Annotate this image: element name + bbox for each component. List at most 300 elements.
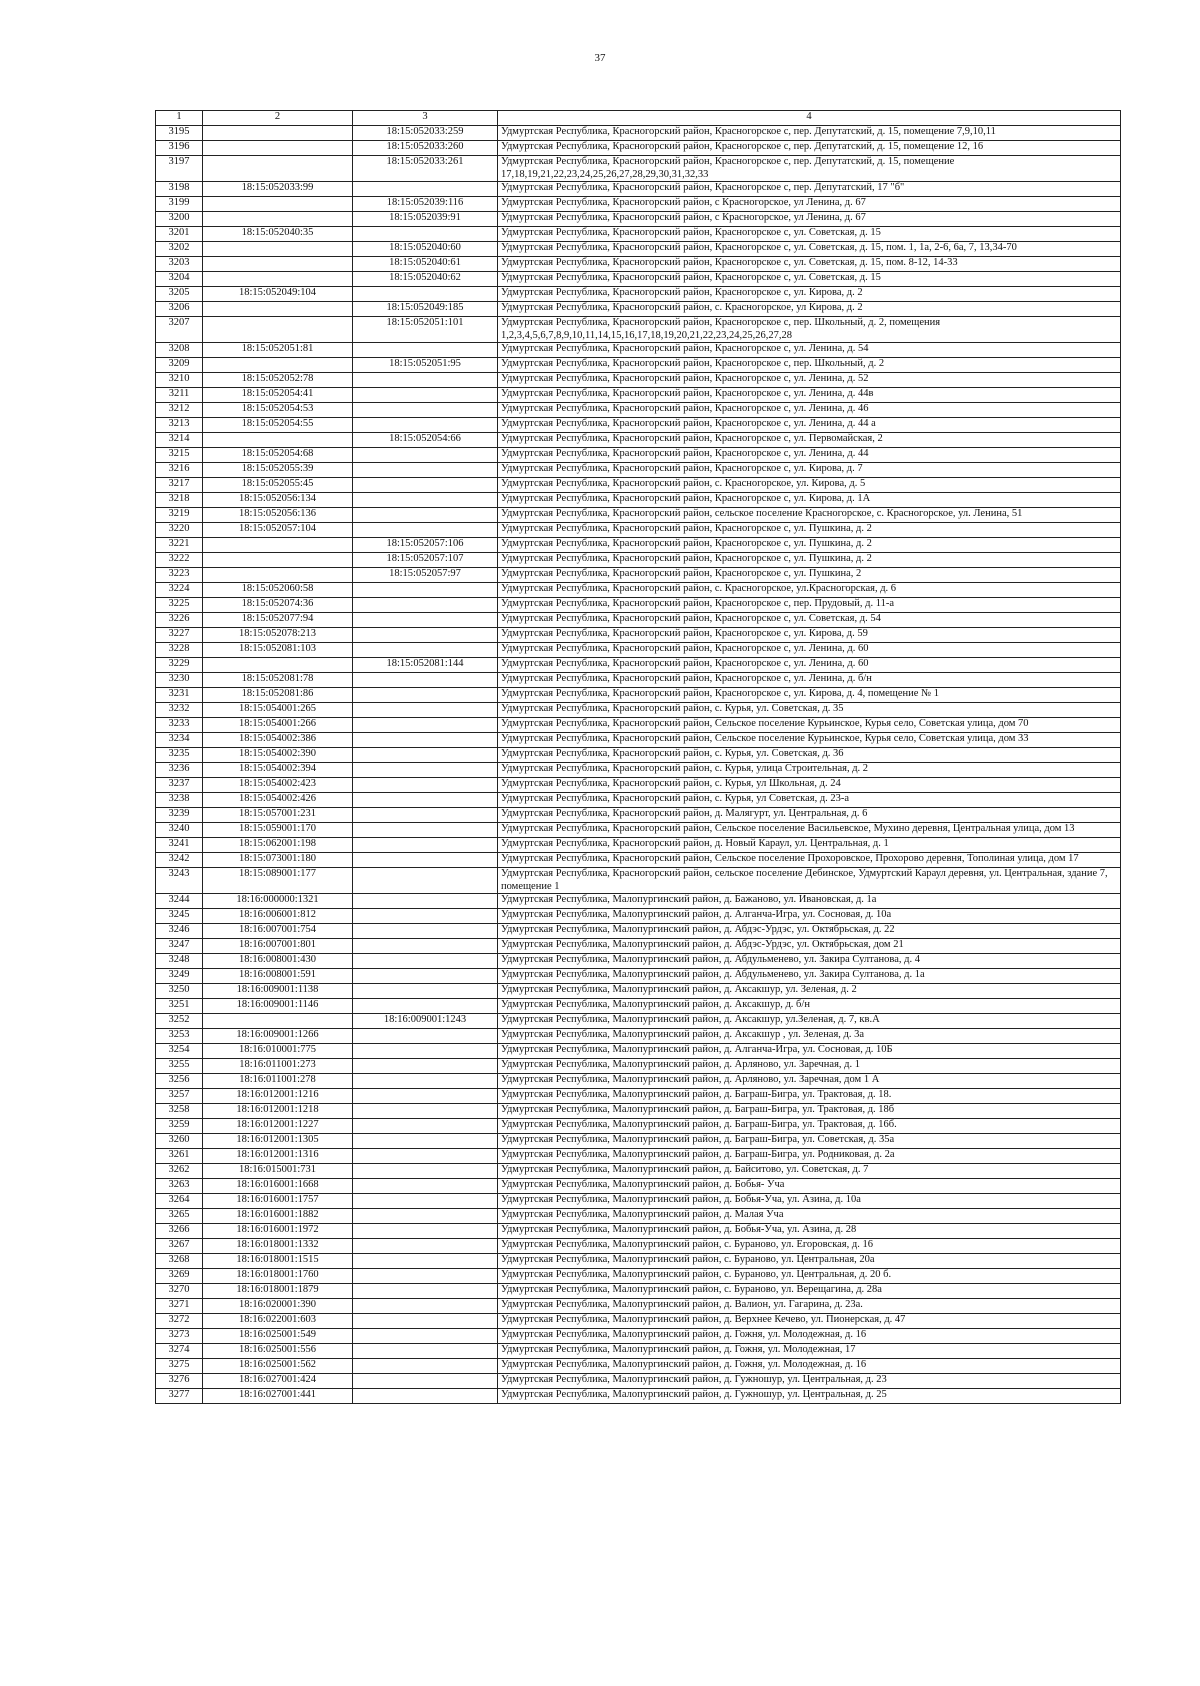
row-number-cell: 3258	[156, 1104, 203, 1119]
row-number-cell: 3210	[156, 373, 203, 388]
address-cell: Удмуртская Республика, Красногорский район, Красногорское с, ул. Советская, д. 15, пом. 8-12, 14-33	[498, 257, 1121, 272]
table-row	[156, 1254, 1121, 1269]
table-row	[156, 1119, 1121, 1134]
row-number-cell: 3230	[156, 673, 203, 688]
row-number-cell: 3237	[156, 778, 203, 793]
cadastral-number-cell-alt	[353, 793, 498, 808]
column-header: 3	[353, 111, 498, 126]
cadastral-number-cell-alt	[353, 718, 498, 733]
address-cell: Удмуртская Республика, Красногорский район, Красногорское с, ул. Ленина, д. 44в	[498, 388, 1121, 403]
cadastral-number-cell-alt: 18:15:052057:107	[353, 553, 498, 568]
cadastral-number-cell: 18:16:009001:1146	[203, 999, 353, 1014]
row-number-cell: 3213	[156, 418, 203, 433]
cadastral-number-cell: 18:16:010001:775	[203, 1044, 353, 1059]
address-cell: Удмуртская Республика, Красногорский район, Красногорское с, ул. Первомайская, 2	[498, 433, 1121, 448]
table-row	[156, 793, 1121, 808]
cadastral-number-cell: 18:15:052055:45	[203, 478, 353, 493]
cadastral-number-cell-alt: 18:15:052057:106	[353, 538, 498, 553]
cadastral-number-cell: 18:16:000000:1321	[203, 894, 353, 909]
cadastral-number-cell: 18:16:016001:1882	[203, 1209, 353, 1224]
cadastral-number-cell-alt: 18:15:052057:97	[353, 568, 498, 583]
table-row	[156, 197, 1121, 212]
table-row	[156, 1194, 1121, 1209]
address-cell: Удмуртская Республика, Красногорский район, Красногорское с, пер. Депутатский, 17 "б"	[498, 182, 1121, 197]
table-row	[156, 1239, 1121, 1254]
cadastral-number-cell-alt	[353, 418, 498, 433]
cadastral-number-cell-alt	[353, 373, 498, 388]
table-row	[156, 358, 1121, 373]
cadastral-number-cell-alt: 18:15:052033:261	[353, 156, 498, 182]
table-row	[156, 1104, 1121, 1119]
row-number-cell: 3200	[156, 212, 203, 227]
table-row	[156, 126, 1121, 141]
cadastral-number-cell-alt	[353, 909, 498, 924]
row-number-cell: 3214	[156, 433, 203, 448]
row-number-cell: 3239	[156, 808, 203, 823]
cadastral-number-cell-alt	[353, 598, 498, 613]
cadastral-number-cell: 18:16:012001:1216	[203, 1089, 353, 1104]
row-number-cell: 3221	[156, 538, 203, 553]
row-number-cell: 3226	[156, 613, 203, 628]
cadastral-number-cell: 18:15:052060:58	[203, 583, 353, 598]
cadastral-number-cell: 18:16:008001:430	[203, 954, 353, 969]
table-header-row	[156, 111, 1121, 126]
table-row	[156, 984, 1121, 999]
address-cell: Удмуртская Республика, Малопургинский район, д. Гужношур, ул. Центральная, д. 23	[498, 1374, 1121, 1389]
table-row	[156, 433, 1121, 448]
cadastral-number-cell: 18:16:008001:591	[203, 969, 353, 984]
cadastral-number-cell: 18:16:022001:603	[203, 1314, 353, 1329]
table-row	[156, 141, 1121, 156]
table-row	[156, 388, 1121, 403]
cadastral-number-cell: 18:15:052057:104	[203, 523, 353, 538]
address-cell: Удмуртская Республика, Красногорский район, с. Красногорское, ул.Красногорская, д. 6	[498, 583, 1121, 598]
cadastral-number-cell-alt	[353, 1119, 498, 1134]
cadastral-number-cell-alt: 18:15:052033:259	[353, 126, 498, 141]
cadastral-number-cell: 18:15:052081:78	[203, 673, 353, 688]
cadastral-number-cell: 18:16:011001:273	[203, 1059, 353, 1074]
cadastral-number-cell: 18:15:052054:53	[203, 403, 353, 418]
table-row	[156, 1029, 1121, 1044]
row-number-cell: 3243	[156, 868, 203, 894]
row-number-cell: 3240	[156, 823, 203, 838]
cadastral-number-cell-alt	[353, 954, 498, 969]
row-number-cell: 3225	[156, 598, 203, 613]
row-number-cell: 3235	[156, 748, 203, 763]
cadastral-number-cell	[203, 197, 353, 212]
address-cell: Удмуртская Республика, Малопургинский район, д. Аксакшур, д. б/н	[498, 999, 1121, 1014]
cadastral-number-cell: 18:16:025001:549	[203, 1329, 353, 1344]
table-row	[156, 1329, 1121, 1344]
cadastral-number-cell: 18:15:054002:386	[203, 733, 353, 748]
cadastral-number-cell-alt: 18:15:052049:185	[353, 302, 498, 317]
table-row	[156, 733, 1121, 748]
address-cell: Удмуртская Республика, Красногорский район, Сельское поселение Курьинское, Курья село, Советская улица, дом 70	[498, 718, 1121, 733]
address-cell: Удмуртская Республика, Красногорский район, с. Курья, ул Советская, д. 23-а	[498, 793, 1121, 808]
cadastral-number-cell: 18:16:012001:1305	[203, 1134, 353, 1149]
table-row	[156, 763, 1121, 778]
table-row	[156, 493, 1121, 508]
cadastral-number-cell-alt	[353, 583, 498, 598]
row-number-cell: 3208	[156, 343, 203, 358]
cadastral-number-cell	[203, 272, 353, 287]
table-row	[156, 1344, 1121, 1359]
row-number-cell: 3266	[156, 1224, 203, 1239]
table-row	[156, 212, 1121, 227]
cadastral-number-cell-alt	[353, 939, 498, 954]
address-cell: Удмуртская Республика, Красногорский район, Красногорское с, пер. Депутатский, д. 15, помещение 17,18,19,21,22,23,24,25,26,27,28,29,30,31,32,33	[498, 156, 1121, 182]
cadastral-number-cell-alt	[353, 643, 498, 658]
table-row	[156, 1074, 1121, 1089]
row-number-cell: 3263	[156, 1179, 203, 1194]
cadastral-number-cell: 18:15:052055:39	[203, 463, 353, 478]
cadastral-number-cell: 18:15:052052:78	[203, 373, 353, 388]
row-number-cell: 3256	[156, 1074, 203, 1089]
table-row	[156, 1314, 1121, 1329]
row-number-cell: 3236	[156, 763, 203, 778]
cadastral-number-cell-alt	[353, 403, 498, 418]
cadastral-number-cell: 18:16:011001:278	[203, 1074, 353, 1089]
address-cell: Удмуртская Республика, Красногорский район, Красногорское с, ул. Кирова, д. 2	[498, 287, 1121, 302]
cadastral-number-cell: 18:16:007001:801	[203, 939, 353, 954]
address-cell: Удмуртская Республика, Красногорский район, с. Курья, ул Школьная, д. 24	[498, 778, 1121, 793]
cadastral-number-cell: 18:16:018001:1515	[203, 1254, 353, 1269]
table-row	[156, 688, 1121, 703]
row-number-cell: 3272	[156, 1314, 203, 1329]
cadastral-number-cell	[203, 242, 353, 257]
cadastral-number-cell: 18:16:016001:1757	[203, 1194, 353, 1209]
cadastral-number-cell-alt	[353, 1104, 498, 1119]
row-number-cell: 3255	[156, 1059, 203, 1074]
row-number-cell: 3231	[156, 688, 203, 703]
row-number-cell: 3241	[156, 838, 203, 853]
table-row	[156, 508, 1121, 523]
address-cell: Удмуртская Республика, Малопургинский район, д. Баграш-Бигра, ул. Трактовая, д. 18б	[498, 1104, 1121, 1119]
table-row	[156, 748, 1121, 763]
cadastral-number-cell: 18:16:025001:562	[203, 1359, 353, 1374]
address-cell: Удмуртская Республика, Малопургинский район, д. Алганча-Игра, ул. Сосновая, д. 10Б	[498, 1044, 1121, 1059]
address-cell: Удмуртская Республика, Малопургинский район, с. Бураново, ул. Центральная, д. 20 б.	[498, 1269, 1121, 1284]
cadastral-number-cell-alt	[353, 1194, 498, 1209]
address-cell: Удмуртская Республика, Красногорский район, Красногорское с, ул. Ленина, д. 60	[498, 643, 1121, 658]
cadastral-number-cell-alt	[353, 868, 498, 894]
row-number-cell: 3197	[156, 156, 203, 182]
row-number-cell: 3195	[156, 126, 203, 141]
row-number-cell: 3268	[156, 1254, 203, 1269]
cadastral-number-cell: 18:15:052054:68	[203, 448, 353, 463]
cadastral-number-cell: 18:15:052054:41	[203, 388, 353, 403]
table-row	[156, 182, 1121, 197]
cadastral-number-cell-alt	[353, 1224, 498, 1239]
cadastral-number-cell-alt	[353, 733, 498, 748]
cadastral-number-cell-alt	[353, 613, 498, 628]
row-number-cell: 3203	[156, 257, 203, 272]
table-row	[156, 628, 1121, 643]
row-number-cell: 3228	[156, 643, 203, 658]
row-number-cell: 3215	[156, 448, 203, 463]
row-number-cell: 3248	[156, 954, 203, 969]
row-number-cell: 3196	[156, 141, 203, 156]
cadastral-number-cell-alt	[353, 1254, 498, 1269]
row-number-cell: 3211	[156, 388, 203, 403]
address-cell: Удмуртская Республика, Красногорский район, Красногорское с, ул. Советская, д. 54	[498, 613, 1121, 628]
address-cell: Удмуртская Республика, Красногорский район, сельское поселение Красногорское, с. Красногорское, ул. Ленина, 51	[498, 508, 1121, 523]
table-row	[156, 448, 1121, 463]
row-number-cell: 3250	[156, 984, 203, 999]
cadastral-number-cell-alt	[353, 999, 498, 1014]
row-number-cell: 3218	[156, 493, 203, 508]
cadastral-number-cell: 18:16:009001:1138	[203, 984, 353, 999]
address-cell: Удмуртская Республика, Малопургинский район, с. Бураново, ул. Егоровская, д. 16	[498, 1239, 1121, 1254]
row-number-cell: 3260	[156, 1134, 203, 1149]
cadastral-number-cell-alt: 18:15:052040:60	[353, 242, 498, 257]
table-row	[156, 658, 1121, 673]
address-cell: Удмуртская Республика, Красногорский район, с. Красногорское, ул Кирова, д. 2	[498, 302, 1121, 317]
cadastral-number-cell: 18:15:073001:180	[203, 853, 353, 868]
page-number: 37	[594, 52, 606, 64]
cadastral-number-cell-alt	[353, 1284, 498, 1299]
cadastral-number-cell: 18:16:020001:390	[203, 1299, 353, 1314]
address-cell: Удмуртская Республика, Малопургинский район, д. Арляново, ул. Заречная, дом 1 А	[498, 1074, 1121, 1089]
row-number-cell: 3247	[156, 939, 203, 954]
row-number-cell: 3254	[156, 1044, 203, 1059]
table-row	[156, 1374, 1121, 1389]
row-number-cell: 3274	[156, 1344, 203, 1359]
row-number-cell: 3252	[156, 1014, 203, 1029]
address-cell: Удмуртская Республика, Малопургинский район, д. Гужношур, ул. Центральная, д. 25	[498, 1389, 1121, 1404]
cadastral-number-cell: 18:16:015001:731	[203, 1164, 353, 1179]
address-cell: Удмуртская Республика, Красногорский район, Красногорское с, ул. Кирова, д. 4, помещение № 1	[498, 688, 1121, 703]
address-cell: Удмуртская Республика, Малопургинский район, д. Абдульменево, ул. Закира Султанова, д. 1а	[498, 969, 1121, 984]
row-number-cell: 3270	[156, 1284, 203, 1299]
cadastral-number-cell: 18:15:052081:103	[203, 643, 353, 658]
row-number-cell: 3261	[156, 1149, 203, 1164]
table-row	[156, 1209, 1121, 1224]
cadastral-number-cell: 18:15:052056:136	[203, 508, 353, 523]
address-cell: Удмуртская Республика, Красногорский район, Красногорское с, пер. Школьный, д. 2, помещения 1,2,3,4,5,6,7,8,9,10,11,14,15,16,17,18,19,20,21,22,23,24,25,26,27,28	[498, 317, 1121, 343]
table-row	[156, 703, 1121, 718]
cadastral-number-cell-alt	[353, 1344, 498, 1359]
cadastral-number-cell-alt	[353, 924, 498, 939]
table-row	[156, 1164, 1121, 1179]
address-cell: Удмуртская Республика, Малопургинский район, д. Гожня, ул. Молодежная, д. 16	[498, 1329, 1121, 1344]
address-cell: Удмуртская Республика, Красногорский район, Красногорское с, ул. Пушкина, д. 2	[498, 553, 1121, 568]
address-cell: Удмуртская Республика, Малопургинский район, с. Бураново, ул. Центральная, 20а	[498, 1254, 1121, 1269]
row-number-cell: 3244	[156, 894, 203, 909]
address-cell: Удмуртская Республика, Красногорский район, д. Новый Караул, ул. Центральная, д. 1	[498, 838, 1121, 853]
cadastral-number-cell-alt	[353, 1329, 498, 1344]
cadastral-number-cell-alt	[353, 1059, 498, 1074]
cadastral-number-cell: 18:15:054002:423	[203, 778, 353, 793]
cadastral-number-cell-alt	[353, 388, 498, 403]
cadastral-number-cell-alt	[353, 1089, 498, 1104]
cadastral-number-cell-alt: 18:15:052040:61	[353, 257, 498, 272]
cadastral-number-cell-alt	[353, 1179, 498, 1194]
address-cell: Удмуртская Республика, Малопургинский район, д. Малая Уча	[498, 1209, 1121, 1224]
registry-table	[155, 110, 1121, 1404]
cadastral-number-cell: 18:15:052049:104	[203, 287, 353, 302]
row-number-cell: 3267	[156, 1239, 203, 1254]
address-cell: Удмуртская Республика, Малопургинский район, д. Абдэс-Урдэс, ул. Октябрьская, дом 21	[498, 939, 1121, 954]
table-row	[156, 1134, 1121, 1149]
cadastral-number-cell-alt	[353, 478, 498, 493]
address-cell: Удмуртская Республика, Малопургинский район, д. Бажаново, ул. Ивановская, д. 1а	[498, 894, 1121, 909]
address-cell: Удмуртская Республика, Малопургинский район, с. Бураново, ул. Верещагина, д. 28а	[498, 1284, 1121, 1299]
address-cell: Удмуртская Республика, Красногорский район, Красногорское с, пер. Депутатский, д. 15, помещение 12, 16	[498, 141, 1121, 156]
table-row	[156, 823, 1121, 838]
cadastral-number-cell: 18:16:012001:1218	[203, 1104, 353, 1119]
row-number-cell: 3265	[156, 1209, 203, 1224]
row-number-cell: 3232	[156, 703, 203, 718]
table-row	[156, 1269, 1121, 1284]
table-row	[156, 343, 1121, 358]
address-cell: Удмуртская Республика, Красногорский район, Красногорское с, ул. Ленина, д. 54	[498, 343, 1121, 358]
cadastral-number-cell	[203, 317, 353, 343]
table-row	[156, 242, 1121, 257]
address-cell: Удмуртская Республика, Малопургинский район, д. Гожня, ул. Молодежная, 17	[498, 1344, 1121, 1359]
cadastral-number-cell: 18:16:018001:1760	[203, 1269, 353, 1284]
cadastral-number-cell-alt	[353, 523, 498, 538]
cadastral-number-cell	[203, 212, 353, 227]
address-cell: Удмуртская Республика, Малопургинский район, д. Абдульменево, ул. Закира Султанова, д. 4	[498, 954, 1121, 969]
cadastral-number-cell-alt: 18:15:052081:144	[353, 658, 498, 673]
cadastral-number-cell-alt	[353, 1074, 498, 1089]
cadastral-number-cell-alt	[353, 969, 498, 984]
table-row	[156, 403, 1121, 418]
cadastral-number-cell-alt: 18:15:052039:91	[353, 212, 498, 227]
table-row	[156, 853, 1121, 868]
cadastral-number-cell-alt	[353, 1029, 498, 1044]
cadastral-number-cell: 18:15:052077:94	[203, 613, 353, 628]
row-number-cell: 3216	[156, 463, 203, 478]
cadastral-number-cell	[203, 433, 353, 448]
cadastral-number-cell-alt	[353, 1239, 498, 1254]
address-cell: Удмуртская Республика, Красногорский район, Красногорское с, ул. Ленина, д. 44 а	[498, 418, 1121, 433]
cadastral-number-cell-alt	[353, 463, 498, 478]
cadastral-number-cell-alt: 18:16:009001:1243	[353, 1014, 498, 1029]
cadastral-number-cell-alt	[353, 703, 498, 718]
table-row	[156, 463, 1121, 478]
table-row	[156, 227, 1121, 242]
table-row	[156, 478, 1121, 493]
table-row	[156, 909, 1121, 924]
cadastral-number-cell: 18:16:018001:1332	[203, 1239, 353, 1254]
address-cell: Удмуртская Республика, Красногорский район, с. Красногорское, ул. Кирова, д. 5	[498, 478, 1121, 493]
column-header: 4	[498, 111, 1121, 126]
table-row	[156, 583, 1121, 598]
row-number-cell: 3217	[156, 478, 203, 493]
address-cell: Удмуртская Республика, Красногорский район, Красногорское с, ул. Ленина, д. 44	[498, 448, 1121, 463]
row-number-cell: 3201	[156, 227, 203, 242]
cadastral-number-cell	[203, 257, 353, 272]
cadastral-number-cell-alt	[353, 1374, 498, 1389]
address-cell: Удмуртская Республика, Малопургинский район, д. Валион, ул. Гагарина, д. 23а.	[498, 1299, 1121, 1314]
cadastral-number-cell	[203, 126, 353, 141]
row-number-cell: 3257	[156, 1089, 203, 1104]
cadastral-number-cell-alt: 18:15:052051:101	[353, 317, 498, 343]
cadastral-number-cell-alt	[353, 1134, 498, 1149]
cadastral-number-cell: 18:16:012001:1227	[203, 1119, 353, 1134]
address-cell: Удмуртская Республика, Красногорский район, Красногорское с, ул. Ленина, д. 52	[498, 373, 1121, 388]
cadastral-number-cell-alt	[353, 673, 498, 688]
cadastral-number-cell-alt	[353, 778, 498, 793]
address-cell: Удмуртская Республика, Красногорский район, с. Курья, улица Строительная, д. 2	[498, 763, 1121, 778]
address-cell: Удмуртская Республика, Малопургинский район, д. Аксакшур , ул. Зеленая, д. 3а	[498, 1029, 1121, 1044]
cadastral-number-cell-alt: 18:15:052039:116	[353, 197, 498, 212]
row-number-cell: 3220	[156, 523, 203, 538]
row-number-cell: 3219	[156, 508, 203, 523]
table-row	[156, 302, 1121, 317]
address-cell: Удмуртская Республика, Малопургинский район, д. Аксакшур, ул. Зеленая, д. 2	[498, 984, 1121, 999]
address-cell: Удмуртская Республика, Красногорский район, с. Курья, ул. Советская, д. 36	[498, 748, 1121, 763]
cadastral-number-cell: 18:15:052054:55	[203, 418, 353, 433]
table-row	[156, 1359, 1121, 1374]
table-row	[156, 272, 1121, 287]
table-row	[156, 868, 1121, 894]
cadastral-number-cell	[203, 141, 353, 156]
cadastral-number-cell-alt	[353, 182, 498, 197]
address-cell: Удмуртская Республика, Красногорский район, Красногорское с, ул. Кирова, д. 7	[498, 463, 1121, 478]
row-number-cell: 3245	[156, 909, 203, 924]
address-cell: Удмуртская Республика, Красногорский район, Красногорское с, ул. Советская, д. 15	[498, 272, 1121, 287]
table-row	[156, 924, 1121, 939]
cadastral-number-cell: 18:15:062001:198	[203, 838, 353, 853]
table-row	[156, 1149, 1121, 1164]
address-cell: Удмуртская Республика, Малопургинский район, д. Баграш-Бигра, ул. Советская, д. 35а	[498, 1134, 1121, 1149]
row-number-cell: 3251	[156, 999, 203, 1014]
address-cell: Удмуртская Республика, Малопургинский район, д. Байситово, ул. Советская, д. 7	[498, 1164, 1121, 1179]
address-cell: Удмуртская Республика, Красногорский район, Красногорское с, пер. Школьный, д. 2	[498, 358, 1121, 373]
column-header: 2	[203, 111, 353, 126]
address-cell: Удмуртская Республика, Малопургинский район, д. Верхнее Кечево, ул. Пионерская, д. 47	[498, 1314, 1121, 1329]
cadastral-number-cell: 18:16:007001:754	[203, 924, 353, 939]
row-number-cell: 3206	[156, 302, 203, 317]
table-row	[156, 1044, 1121, 1059]
cadastral-number-cell	[203, 568, 353, 583]
row-number-cell: 3275	[156, 1359, 203, 1374]
table-row	[156, 317, 1121, 343]
cadastral-number-cell-alt	[353, 508, 498, 523]
address-cell: Удмуртская Республика, Красногорский район, Красногорское с, ул. Советская, д. 15, пом. 1, 1а, 2-6, 6а, 7, 13,34-70	[498, 242, 1121, 257]
cadastral-number-cell: 18:15:052074:36	[203, 598, 353, 613]
row-number-cell: 3222	[156, 553, 203, 568]
cadastral-number-cell-alt: 18:15:052051:95	[353, 358, 498, 373]
cadastral-number-cell: 18:15:054001:266	[203, 718, 353, 733]
table-row	[156, 778, 1121, 793]
cadastral-number-cell-alt	[353, 1299, 498, 1314]
table-row	[156, 1179, 1121, 1194]
cadastral-number-cell-alt	[353, 1314, 498, 1329]
row-number-cell: 3276	[156, 1374, 203, 1389]
cadastral-number-cell-alt: 18:15:052040:62	[353, 272, 498, 287]
table-row	[156, 1299, 1121, 1314]
table-row	[156, 523, 1121, 538]
address-cell: Удмуртская Республика, Красногорский район, Красногорское с, ул. Ленина, д. 60	[498, 658, 1121, 673]
cadastral-number-cell: 18:15:054002:394	[203, 763, 353, 778]
cadastral-number-cell: 18:15:052078:213	[203, 628, 353, 643]
table-row	[156, 954, 1121, 969]
row-number-cell: 3224	[156, 583, 203, 598]
table-row	[156, 1389, 1121, 1404]
cadastral-number-cell-alt	[353, 1389, 498, 1404]
cadastral-number-cell-alt	[353, 1149, 498, 1164]
cadastral-number-cell: 18:16:027001:424	[203, 1374, 353, 1389]
row-number-cell: 3202	[156, 242, 203, 257]
cadastral-number-cell-alt	[353, 808, 498, 823]
cadastral-number-cell: 18:15:052051:81	[203, 343, 353, 358]
cadastral-number-cell: 18:15:059001:170	[203, 823, 353, 838]
table-row	[156, 538, 1121, 553]
